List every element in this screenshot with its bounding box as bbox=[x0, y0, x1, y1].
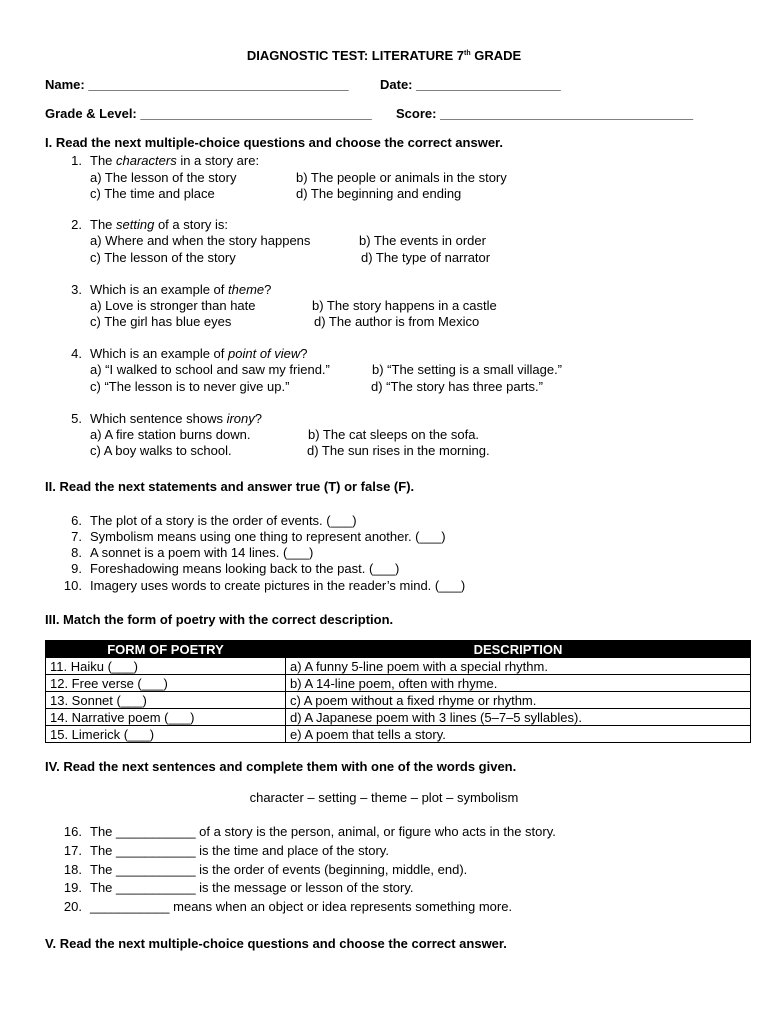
fill-blank-19[interactable]: 19. The ___________ is the message or lesson of the story. bbox=[63, 880, 414, 895]
grade-level-field[interactable]: Grade & Level: ________________________________ bbox=[45, 106, 372, 121]
table-row bbox=[46, 658, 751, 675]
statement-10[interactable]: 10. Imagery uses words to create pictures in the reader’s mind. (___) bbox=[63, 578, 466, 593]
option-c[interactable]: c) The lesson of the story bbox=[90, 250, 236, 265]
option-d[interactable]: d) The author is from Mexico bbox=[314, 314, 480, 329]
statement-8[interactable]: 8. A sonnet is a poem with 14 lines. (___) bbox=[71, 545, 314, 560]
description-cell: b) A 14-line poem, often with rhyme. bbox=[286, 675, 751, 692]
name-field[interactable]: Name: ____________________________________ bbox=[45, 77, 349, 92]
fill-blank-18[interactable]: 18. The ___________ is the order of events (beginning, middle, end). bbox=[63, 862, 468, 877]
option-d[interactable]: d) The sun rises in the morning. bbox=[307, 443, 490, 458]
column-header-description: DESCRIPTION bbox=[286, 641, 751, 658]
statement-6[interactable]: 6. The plot of a story is the order of events. (___) bbox=[71, 513, 357, 528]
table-row bbox=[46, 692, 751, 709]
statement-9[interactable]: 9. Foreshadowing means looking back to the past. (___) bbox=[71, 561, 400, 576]
form-cell[interactable]: 14. Narrative poem (___) bbox=[46, 709, 286, 726]
statement-7[interactable]: 7. Symbolism means using one thing to represent another. (___) bbox=[71, 529, 446, 544]
section-1-heading: I. Read the next multiple-choice questions and choose the correct answer. bbox=[45, 135, 504, 150]
option-c[interactable]: c) The girl has blue eyes bbox=[90, 314, 232, 329]
section-3-heading: III. Match the form of poetry with the correct description. bbox=[45, 612, 394, 627]
form-cell[interactable]: 11. Haiku (___) bbox=[46, 658, 286, 675]
table-row bbox=[46, 709, 751, 726]
page-title: DIAGNOSTIC TEST: LITERATURE 7th GRADE bbox=[246, 48, 522, 63]
fill-blank-17[interactable]: 17. The ___________ is the time and place of the story. bbox=[63, 843, 389, 858]
option-d[interactable]: d) “The story has three parts.” bbox=[371, 379, 543, 394]
form-cell[interactable]: 13. Sonnet (___) bbox=[46, 692, 286, 709]
option-a[interactable]: a) The lesson of the story bbox=[90, 170, 237, 185]
option-c[interactable]: c) The time and place bbox=[90, 186, 215, 201]
fill-blank-16[interactable]: 16. The ___________ of a story is the person, animal, or figure who acts in the story. bbox=[63, 824, 556, 839]
option-b[interactable]: b) The story happens in a castle bbox=[312, 298, 497, 313]
table-row bbox=[46, 675, 751, 692]
option-a[interactable]: a) “I walked to school and saw my friend.” bbox=[90, 362, 330, 377]
option-b[interactable]: b) The cat sleeps on the sofa. bbox=[308, 427, 480, 442]
form-cell[interactable]: 12. Free verse (___) bbox=[46, 675, 286, 692]
option-a[interactable]: a) Where and when the story happens bbox=[90, 233, 311, 248]
word-bank: character – setting – theme – plot – symbolism bbox=[249, 790, 519, 805]
score-field[interactable]: Score: ___________________________________ bbox=[396, 106, 694, 121]
description-cell: d) A Japanese poem with 3 lines (5–7–5 syllables). bbox=[286, 709, 751, 726]
section-2-heading: II. Read the next statements and answer true (T) or false (F). bbox=[45, 479, 415, 494]
option-d[interactable]: d) The beginning and ending bbox=[296, 186, 462, 201]
column-header-form: FORM OF POETRY bbox=[46, 641, 286, 658]
option-c[interactable]: c) “The lesson is to never give up.” bbox=[90, 379, 290, 394]
matching-table bbox=[45, 640, 751, 743]
option-b[interactable]: b) The people or animals in the story bbox=[296, 170, 507, 185]
table-header-row bbox=[46, 641, 751, 658]
option-d[interactable]: d) The type of narrator bbox=[361, 250, 491, 265]
table-row bbox=[46, 726, 751, 743]
option-b[interactable]: b) “The setting is a small village.” bbox=[372, 362, 563, 377]
option-a[interactable]: a) Love is stronger than hate bbox=[90, 298, 256, 313]
description-cell: e) A poem that tells a story. bbox=[286, 726, 751, 743]
date-field[interactable]: Date: ____________________ bbox=[380, 77, 561, 92]
option-b[interactable]: b) The events in order bbox=[359, 233, 486, 248]
form-cell[interactable]: 15. Limerick (___) bbox=[46, 726, 286, 743]
description-cell: a) A funny 5-line poem with a special rhythm. bbox=[286, 658, 751, 675]
option-a[interactable]: a) A fire station burns down. bbox=[90, 427, 251, 442]
section-5-heading: V. Read the next multiple-choice questions and choose the correct answer. bbox=[45, 936, 507, 951]
description-cell: c) A poem without a fixed rhyme or rhythm. bbox=[286, 692, 751, 709]
fill-blank-20[interactable]: 20. ___________ means when an object or idea represents something more. bbox=[63, 899, 513, 914]
option-c[interactable]: c) A boy walks to school. bbox=[90, 443, 232, 458]
section-4-heading: IV. Read the next sentences and complete them with one of the words given. bbox=[45, 759, 517, 774]
